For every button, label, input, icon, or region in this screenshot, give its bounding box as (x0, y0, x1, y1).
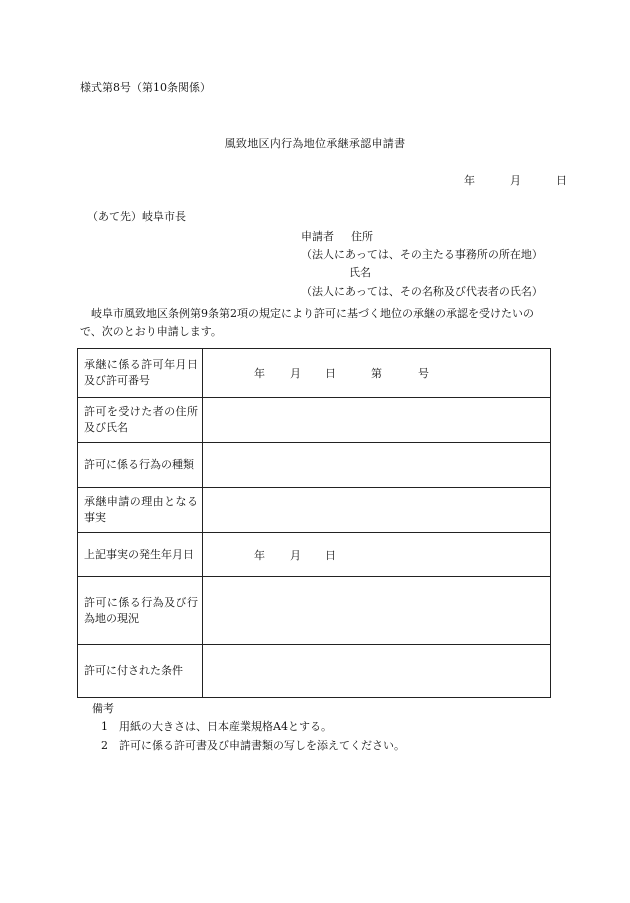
date-year-label: 年 (464, 174, 475, 187)
table-row (78, 645, 551, 698)
row-label: 許可に係る行為及び行為地の現況 (78, 577, 203, 645)
number-prefix-label: 第 (371, 367, 382, 380)
applicant-label: 申請者 (301, 230, 334, 243)
application-statement: 岐阜市風致地区条例第9条第2項の規定により許可に基づく地位の承継の承認を受けたいので、次のとおり申請します。 (80, 307, 534, 338)
table-row (78, 398, 551, 443)
table-row (78, 533, 551, 577)
applicant-address-note: （法人にあっては、その主たる事務所の所在地） (301, 248, 543, 261)
row-label: 許可に係る行為の種類 (78, 443, 203, 488)
permit-conditions-field[interactable] (203, 645, 551, 698)
month-label: 月 (290, 367, 301, 380)
permit-date-number-field[interactable] (203, 349, 551, 398)
date-day-label: 日 (556, 174, 567, 187)
month-label: 月 (290, 548, 301, 562)
site-condition-field[interactable] (203, 577, 551, 645)
date-month-label: 月 (510, 174, 521, 187)
row-label: 承継に係る許可年月日及び許可番号 (78, 349, 203, 398)
addressee: （あて先）岐阜市長 (87, 210, 186, 223)
form-title: 風致地区内行為地位承継承認申請書 (224, 137, 406, 150)
year-label: 年 (254, 548, 265, 562)
table-row (78, 443, 551, 488)
table-row (78, 488, 551, 533)
number-suffix-label: 号 (418, 367, 429, 380)
submission-date (464, 174, 567, 188)
previous-holder-field[interactable] (203, 398, 551, 443)
day-label: 日 (325, 367, 336, 380)
row-label: 許可に付された条件 (78, 645, 203, 698)
succession-reason-field[interactable] (203, 488, 551, 533)
table-row (78, 349, 551, 398)
year-label: 年 (254, 367, 265, 380)
applicant-address-line (301, 230, 373, 244)
applicant-name-note: （法人にあっては、その名称及び代表者の氏名） (301, 285, 543, 298)
row-label: 許可を受けた者の住所及び氏名 (78, 398, 203, 443)
remark-text: 用紙の大きさは、日本産業規格A4とする。 (119, 720, 332, 733)
permit-date-number-value (254, 365, 429, 381)
remark-number: 1 (101, 720, 108, 733)
event-date-value (254, 547, 336, 563)
remarks-title: 備考 (92, 702, 114, 715)
remark-text: 許可に係る許可書及び申請書類の写しを添えてください。 (119, 739, 405, 752)
event-date-field[interactable] (203, 533, 551, 577)
applicant-name-label: 氏名 (349, 266, 371, 279)
remark-item (101, 720, 332, 734)
table-row (78, 577, 551, 645)
remark-item (101, 739, 405, 753)
row-label: 上記事実の発生年月日 (78, 533, 203, 577)
application-table (77, 348, 551, 698)
form-number: 様式第8号（第10条関係） (80, 81, 211, 94)
row-label: 承継申請の理由となる事実 (78, 488, 203, 533)
applicant-address-label: 住所 (351, 230, 373, 243)
day-label: 日 (325, 548, 336, 562)
activity-type-field[interactable] (203, 443, 551, 488)
remark-number: 2 (101, 739, 108, 752)
